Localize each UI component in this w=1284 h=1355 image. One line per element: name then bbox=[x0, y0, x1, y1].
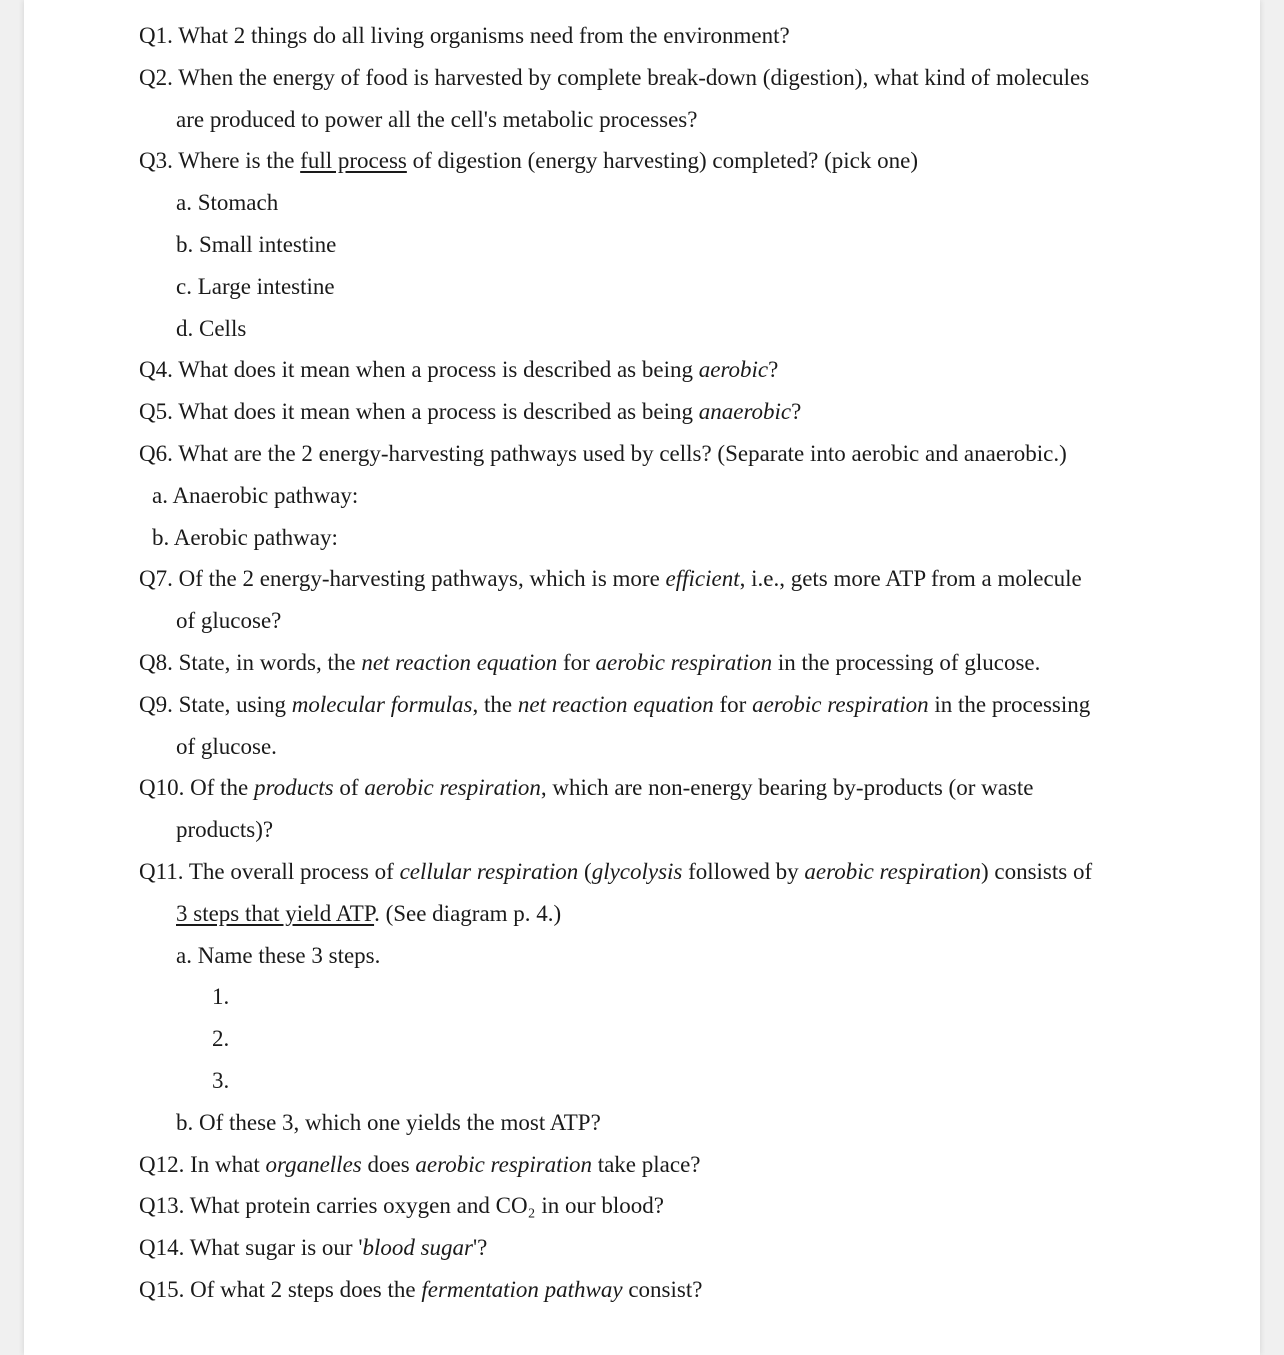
question-5: Q5. What does it mean when a process is described as being anaerobic? bbox=[139, 399, 802, 425]
question-11-step-3: 3. bbox=[212, 1067, 230, 1093]
question-2: Q2. When the energy of food is harvested by complete break-down (digestion), what kind of molecules bbox=[139, 64, 1090, 90]
underlined-text: 3 steps that yield ATP bbox=[176, 900, 375, 926]
question-12: Q12. In what organelles does aerobic respiration take place? bbox=[139, 1151, 701, 1177]
question-11-part-b: b. Of these 3, which one yields the most ATP? bbox=[176, 1109, 601, 1135]
question-6-part-b: b. Aerobic pathway: bbox=[152, 524, 338, 550]
document-page bbox=[24, 0, 1260, 1355]
question-14: Q14. What sugar is our 'blood sugar'? bbox=[139, 1235, 488, 1261]
question-6-part-a: a. Anaerobic pathway: bbox=[152, 482, 359, 508]
question-list bbox=[139, 15, 1219, 1311]
question-4: Q4. What does it mean when a process is described as being aerobic? bbox=[139, 357, 779, 383]
question-10: Q10. Of the products of aerobic respiration, which are non-energy bearing by-products (or waste bbox=[139, 775, 1034, 801]
question-2-continued: are produced to power all the cell's metabolic processes? bbox=[176, 106, 698, 132]
question-10-continued: products)? bbox=[176, 817, 274, 843]
question-7-continued: of glucose? bbox=[176, 608, 282, 634]
question-9: Q9. State, using molecular formulas, the net reaction equation for aerobic respiration in the processing bbox=[139, 691, 1091, 717]
question-11-step-1: 1. bbox=[212, 984, 230, 1010]
question-7: Q7. Of the 2 energy-harvesting pathways, which is more efficient, i.e., gets more ATP from a molecule bbox=[139, 566, 1082, 592]
question-8: Q8. State, in words, the net reaction equation for aerobic respiration in the processing of glucose. bbox=[139, 649, 1041, 675]
question-6: Q6. What are the 2 energy-harvesting pathways used by cells? (Separate into aerobic and anaerobic.) bbox=[139, 440, 1067, 466]
question-3-option-c: c. Large intestine bbox=[176, 273, 335, 299]
question-3-option-b: b. Small intestine bbox=[176, 231, 337, 257]
question-3: Q3. Where is the full process of digestion (energy harvesting) completed? (pick one) bbox=[139, 148, 918, 174]
question-11: Q11. The overall process of cellular respiration (glycolysis followed by aerobic respiration) consists of bbox=[139, 858, 1093, 884]
question-11-step-2: 2. bbox=[212, 1026, 230, 1052]
question-9-continued: of glucose. bbox=[176, 733, 277, 759]
underlined-text: full process bbox=[300, 148, 407, 174]
question-3-option-d: d. Cells bbox=[176, 315, 247, 341]
question-11-part-a: a. Name these 3 steps. bbox=[176, 942, 381, 968]
question-1: Q1. What 2 things do all living organisms need from the environment? bbox=[139, 23, 790, 48]
question-3-option-a: a. Stomach bbox=[176, 190, 279, 216]
question-11-continued: 3 steps that yield ATP. (See diagram p. 4.) bbox=[176, 900, 562, 926]
question-13: Q13. What protein carries oxygen and CO₂ in our blood? bbox=[139, 1193, 664, 1219]
question-15: Q15. Of what 2 steps does the fermentation pathway consist? bbox=[139, 1276, 703, 1302]
